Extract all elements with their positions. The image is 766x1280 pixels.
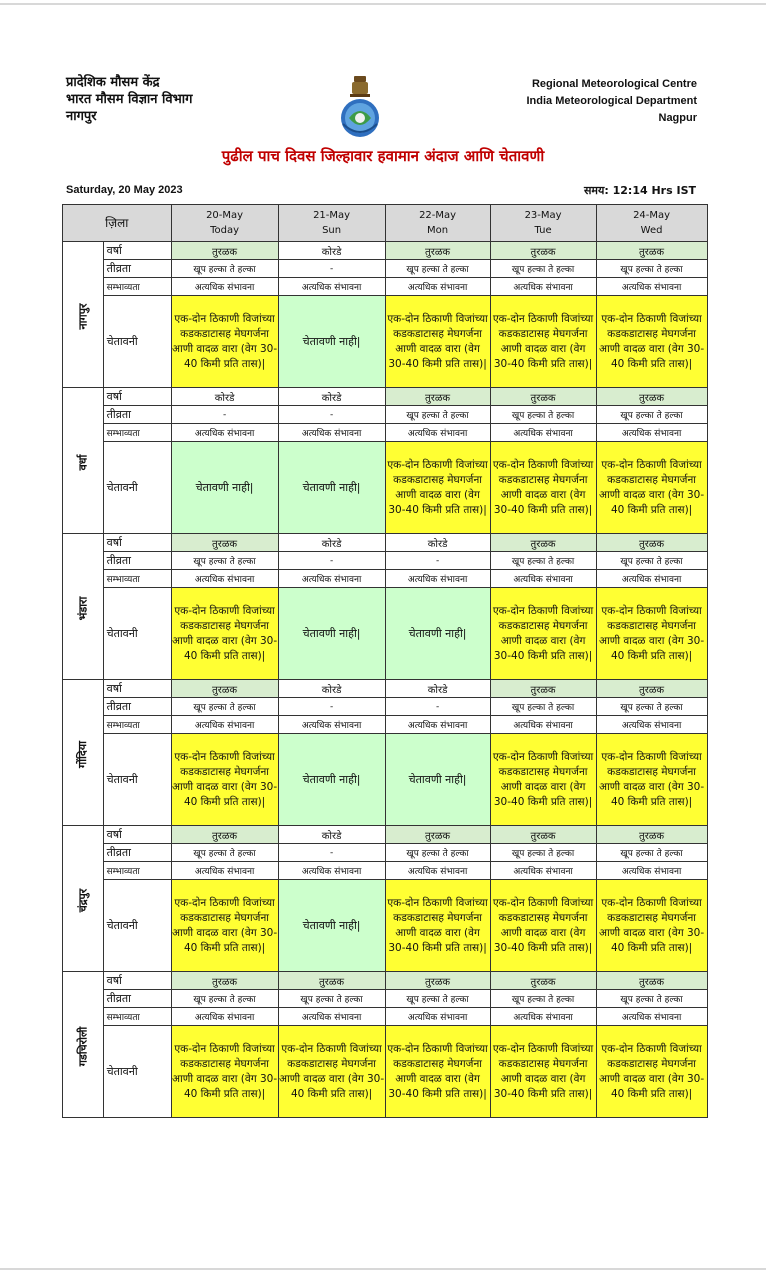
table-row (63, 826, 708, 844)
intensity-cell: खूप हल्का ते हल्का (490, 406, 596, 424)
warning-cell: एक-दोन ठिकाणी विजांच्या कडकडाटासह मेघगर्जना आणी वादळ वारा (वेग 30-40 किमी प्रति तास)| (490, 880, 596, 972)
probability-cell: अत्यधिक संभावना (171, 424, 278, 442)
intensity-cell: खूप हल्का ते हल्का (385, 990, 490, 1008)
param-label: चेतावनी (103, 1026, 171, 1118)
forecast-table (62, 204, 708, 1118)
district-name: नागपुर (76, 303, 90, 330)
rain-cell: तुरळक (278, 972, 385, 990)
table-row (63, 734, 708, 826)
rain-cell: तुरळक (596, 388, 707, 406)
warning-cell: चेतावणी नाही| (278, 734, 385, 826)
table-row (63, 242, 708, 260)
rain-cell: तुरळक (171, 242, 278, 260)
issue-date: Saturday, 20 May 2023 (66, 184, 183, 196)
intensity-cell: खूप हल्का ते हल्का (278, 990, 385, 1008)
day-date: 22-May (419, 210, 457, 221)
probability-cell: अत्यधिक संभावना (596, 424, 707, 442)
day-name: Wed (640, 225, 663, 236)
warning-cell: एक-दोन ठिकाणी विजांच्या कडकडाटासह मेघगर्जना आणी वादळ वारा (वेग 30-40 किमी प्रति तास)| (171, 1026, 278, 1118)
param-label: तीव्रता (103, 260, 171, 278)
probability-cell: अत्यधिक संभावना (596, 570, 707, 588)
intensity-cell: - (278, 260, 385, 278)
param-label: वर्षा (103, 826, 171, 844)
day-name: Sun (322, 225, 342, 236)
day-header (490, 205, 596, 242)
param-label: तीव्रता (103, 698, 171, 716)
probability-cell: अत्यधिक संभावना (490, 862, 596, 880)
param-label: तीव्रता (103, 552, 171, 570)
table-row (63, 388, 708, 406)
probability-cell: अत्यधिक संभावना (385, 716, 490, 734)
param-label: सम्भाव्यता (103, 424, 171, 442)
day-date: 23-May (524, 210, 562, 221)
probability-cell: अत्यधिक संभावना (385, 1008, 490, 1026)
header-right-line: Regional Meteorological Centre (531, 78, 697, 90)
district-name: वर्धा (76, 454, 90, 471)
param-label: चेतावनी (103, 296, 171, 388)
param-label: वर्षा (103, 680, 171, 698)
intensity-cell: - (278, 698, 385, 716)
rain-cell: तुरळक (596, 972, 707, 990)
warning-cell: चेतावणी नाही| (385, 734, 490, 826)
warning-cell: एक-दोन ठिकाणी विजांच्या कडकडाटासह मेघगर्जना आणी वादळ वारा (वेग 30-40 किमी प्रति तास)| (596, 588, 707, 680)
probability-cell: अत्यधिक संभावना (490, 424, 596, 442)
probability-cell: अत्यधिक संभावना (490, 278, 596, 296)
probability-cell: अत्यधिक संभावना (171, 1008, 278, 1026)
warning-cell: एक-दोन ठिकाणी विजांच्या कडकडाटासह मेघगर्जना आणी वादळ वारा (वेग 30-40 किमी प्रति तास)| (171, 588, 278, 680)
district-name: गोंदिया (76, 741, 90, 768)
day-name: Tue (534, 225, 552, 236)
intensity-cell: खूप हल्का ते हल्का (385, 406, 490, 424)
imd-emblem-icon (335, 74, 385, 140)
rain-cell: तुरळक (596, 826, 707, 844)
rain-cell: कोरडे (171, 388, 278, 406)
table-row (63, 588, 708, 680)
intensity-cell: खूप हल्का ते हल्का (171, 552, 278, 570)
param-label: सम्भाव्यता (103, 570, 171, 588)
rain-cell: कोरडे (385, 680, 490, 698)
warning-cell: एक-दोन ठिकाणी विजांच्या कडकडाटासह मेघगर्जना आणी वादळ वारा (वेग 30-40 किमी प्रति तास)| (596, 442, 707, 534)
header-right-line: India Meteorological Department (526, 95, 697, 107)
table-row (63, 1026, 708, 1118)
probability-cell: अत्यधिक संभावना (278, 862, 385, 880)
probability-cell: अत्यधिक संभावना (171, 570, 278, 588)
day-date: 24-May (633, 210, 671, 221)
probability-cell: अत्यधिक संभावना (596, 278, 707, 296)
rain-cell: कोरडे (278, 388, 385, 406)
day-header (385, 205, 490, 242)
probability-cell: अत्यधिक संभावना (278, 278, 385, 296)
header-left-block (66, 74, 192, 125)
warning-cell: चेतावणी नाही| (385, 588, 490, 680)
intensity-cell: खूप हल्का ते हल्का (596, 990, 707, 1008)
intensity-cell: खूप हल्का ते हल्का (490, 260, 596, 278)
table-row (63, 534, 708, 552)
day-header (171, 205, 278, 242)
rain-cell: कोरडे (278, 534, 385, 552)
param-label: चेतावनी (103, 442, 171, 534)
table-row (63, 424, 708, 442)
top-border-line (0, 3, 766, 5)
intensity-cell: - (385, 552, 490, 570)
rain-cell: तुरळक (385, 388, 490, 406)
warning-cell: एक-दोन ठिकाणी विजांच्या कडकडाटासह मेघगर्जना आणी वादळ वारा (वेग 30-40 किमी प्रति तास)| (490, 734, 596, 826)
warning-cell: एक-दोन ठिकाणी विजांच्या कडकडाटासह मेघगर्जना आणी वादळ वारा (वेग 30-40 किमी प्रति तास)| (596, 880, 707, 972)
header-left-line: प्रादेशिक मौसम केंद्र (66, 75, 160, 90)
probability-cell: अत्यधिक संभावना (278, 1008, 385, 1026)
district-name: भंडारा (76, 596, 90, 621)
day-name: Mon (427, 225, 449, 236)
probability-cell: अत्यधिक संभावना (596, 862, 707, 880)
intensity-cell: खूप हल्का ते हल्का (596, 698, 707, 716)
rain-cell: कोरडे (385, 534, 490, 552)
intensity-cell: खूप हल्का ते हल्का (596, 406, 707, 424)
param-label: तीव्रता (103, 844, 171, 862)
day-date: 20-May (206, 210, 244, 221)
probability-cell: अत्यधिक संभावना (385, 570, 490, 588)
param-label: सम्भाव्यता (103, 1008, 171, 1026)
table-row (63, 698, 708, 716)
rain-cell: कोरडे (278, 826, 385, 844)
probability-cell: अत्यधिक संभावना (278, 716, 385, 734)
intensity-cell: - (278, 844, 385, 862)
table-row (63, 862, 708, 880)
intensity-cell: खूप हल्का ते हल्का (171, 844, 278, 862)
probability-cell: अत्यधिक संभावना (278, 570, 385, 588)
warning-cell: एक-दोन ठिकाणी विजांच्या कडकडाटासह मेघगर्जना आणी वादळ वारा (वेग 30-40 किमी प्रति तास)| (385, 442, 490, 534)
probability-cell: अत्यधिक संभावना (596, 1008, 707, 1026)
probability-cell: अत्यधिक संभावना (385, 278, 490, 296)
day-header (596, 205, 707, 242)
warning-cell: एक-दोन ठिकाणी विजांच्या कडकडाटासह मेघगर्जना आणी वादळ वारा (वेग 30-40 किमी प्रति तास)| (171, 296, 278, 388)
param-label: वर्षा (103, 388, 171, 406)
header-right-line: Nagpur (658, 112, 697, 124)
intensity-cell: - (385, 698, 490, 716)
table-row (63, 296, 708, 388)
probability-cell: अत्यधिक संभावना (596, 716, 707, 734)
table-row (63, 442, 708, 534)
header-left-line: भारत मौसम विज्ञान विभाग (66, 92, 193, 107)
intensity-cell: खूप हल्का ते हल्का (171, 260, 278, 278)
intensity-cell: खूप हल्का ते हल्का (385, 260, 490, 278)
day-date: 21-May (313, 210, 351, 221)
bottom-border-line (0, 1268, 766, 1270)
warning-cell: एक-दोन ठिकाणी विजांच्या कडकडाटासह मेघगर्जना आणी वादळ वारा (वेग 30-40 किमी प्रति तास)| (385, 1026, 490, 1118)
param-label: वर्षा (103, 534, 171, 552)
intensity-cell: खूप हल्का ते हल्का (490, 552, 596, 570)
warning-cell: एक-दोन ठिकाणी विजांच्या कडकडाटासह मेघगर्जना आणी वादळ वारा (वेग 30-40 किमी प्रति तास)| (385, 296, 490, 388)
issue-time: समय: 12:14 Hrs IST (584, 184, 696, 197)
table-row (63, 972, 708, 990)
rain-cell: तुरळक (596, 534, 707, 552)
probability-cell: अत्यधिक संभावना (171, 278, 278, 296)
warning-cell: एक-दोन ठिकाणी विजांच्या कडकडाटासह मेघगर्जना आणी वादळ वारा (वेग 30-40 किमी प्रति तास)| (596, 1026, 707, 1118)
warning-cell: चेतावणी नाही| (171, 442, 278, 534)
warning-cell: एक-दोन ठिकाणी विजांच्या कडकडाटासह मेघगर्जना आणी वादळ वारा (वेग 30-40 किमी प्रति तास)| (171, 734, 278, 826)
warning-cell: चेतावणी नाही| (278, 588, 385, 680)
rain-cell: तुरळक (171, 680, 278, 698)
header-left-line: नागपुर (66, 109, 97, 124)
rain-cell: तुरळक (490, 826, 596, 844)
intensity-cell: खूप हल्का ते हल्का (385, 844, 490, 862)
intensity-cell: खूप हल्का ते हल्का (596, 260, 707, 278)
table-row (63, 406, 708, 424)
rain-cell: तुरळक (490, 534, 596, 552)
intensity-cell: खूप हल्का ते हल्का (596, 552, 707, 570)
warning-cell: एक-दोन ठिकाणी विजांच्या कडकडाटासह मेघगर्जना आणी वादळ वारा (वेग 30-40 किमी प्रति तास)| (490, 588, 596, 680)
param-label: चेतावनी (103, 588, 171, 680)
intensity-cell: खूप हल्का ते हल्का (490, 990, 596, 1008)
param-label: सम्भाव्यता (103, 278, 171, 296)
intensity-cell: खूप हल्का ते हल्का (596, 844, 707, 862)
param-label: चेतावनी (103, 880, 171, 972)
warning-cell: एक-दोन ठिकाणी विजांच्या कडकडाटासह मेघगर्जना आणी वादळ वारा (वेग 30-40 किमी प्रति तास)| (171, 880, 278, 972)
rain-cell: तुरळक (490, 388, 596, 406)
rain-cell: कोरडे (278, 242, 385, 260)
district-name-cell (63, 388, 104, 534)
probability-cell: अत्यधिक संभावना (490, 570, 596, 588)
rain-cell: तुरळक (171, 826, 278, 844)
zila-header: ज़िला (63, 205, 172, 242)
day-name: Today (210, 225, 240, 236)
table-row (63, 1008, 708, 1026)
district-name-cell (63, 534, 104, 680)
warning-cell: एक-दोन ठिकाणी विजांच्या कडकडाटासह मेघगर्जना आणी वादळ वारा (वेग 30-40 किमी प्रति तास)| (490, 296, 596, 388)
district-name: गडचिरोली (76, 1026, 90, 1067)
param-label: तीव्रता (103, 406, 171, 424)
probability-cell: अत्यधिक संभावना (490, 1008, 596, 1026)
district-name-cell (63, 972, 104, 1118)
warning-cell: एक-दोन ठिकाणी विजांच्या कडकडाटासह मेघगर्जना आणी वादळ वारा (वेग 30-40 किमी प्रति तास)| (278, 1026, 385, 1118)
param-label: वर्षा (103, 242, 171, 260)
intensity-cell: खूप हल्का ते हल्का (490, 844, 596, 862)
intensity-cell: - (278, 406, 385, 424)
header-row (63, 205, 708, 242)
param-label: सम्भाव्यता (103, 862, 171, 880)
intensity-cell: खूप हल्का ते हल्का (490, 698, 596, 716)
intensity-cell: खूप हल्का ते हल्का (171, 990, 278, 1008)
rain-cell: तुरळक (385, 972, 490, 990)
header-right-block (526, 76, 697, 127)
warning-cell: चेतावणी नाही| (278, 296, 385, 388)
rain-cell: तुरळक (171, 972, 278, 990)
district-name-cell (63, 680, 104, 826)
probability-cell: अत्यधिक संभावना (385, 862, 490, 880)
table-row (63, 680, 708, 698)
rain-cell: तुरळक (596, 680, 707, 698)
warning-cell: एक-दोन ठिकाणी विजांच्या कडकडाटासह मेघगर्जना आणी वादळ वारा (वेग 30-40 किमी प्रति तास)| (385, 880, 490, 972)
table-row (63, 570, 708, 588)
rain-cell: तुरळक (490, 972, 596, 990)
intensity-cell: - (278, 552, 385, 570)
probability-cell: अत्यधिक संभावना (171, 862, 278, 880)
intensity-cell: खूप हल्का ते हल्का (171, 698, 278, 716)
rain-cell: तुरळक (490, 680, 596, 698)
table-row (63, 278, 708, 296)
warning-cell: चेतावणी नाही| (278, 442, 385, 534)
rain-cell: तुरळक (490, 242, 596, 260)
table-row (63, 552, 708, 570)
probability-cell: अत्यधिक संभावना (490, 716, 596, 734)
warning-cell: एक-दोन ठिकाणी विजांच्या कडकडाटासह मेघगर्जना आणी वादळ वारा (वेग 30-40 किमी प्रति तास)| (490, 442, 596, 534)
warning-cell: एक-दोन ठिकाणी विजांच्या कडकडाटासह मेघगर्जना आणी वादळ वारा (वेग 30-40 किमी प्रति तास)| (596, 296, 707, 388)
intensity-cell: - (171, 406, 278, 424)
rain-cell: तुरळक (385, 242, 490, 260)
warning-cell: एक-दोन ठिकाणी विजांच्या कडकडाटासह मेघगर्जना आणी वादळ वारा (वेग 30-40 किमी प्रति तास)| (596, 734, 707, 826)
rain-cell: तुरळक (596, 242, 707, 260)
district-name: चंद्रपुर (76, 888, 90, 913)
warning-cell: एक-दोन ठिकाणी विजांच्या कडकडाटासह मेघगर्जना आणी वादळ वारा (वेग 30-40 किमी प्रति तास)| (490, 1026, 596, 1118)
table-row (63, 880, 708, 972)
table-row (63, 844, 708, 862)
param-label: चेतावनी (103, 734, 171, 826)
district-name-cell (63, 826, 104, 972)
rain-cell: तुरळक (385, 826, 490, 844)
rain-cell: कोरडे (278, 680, 385, 698)
rain-cell: तुरळक (171, 534, 278, 552)
district-name-cell (63, 242, 104, 388)
param-label: सम्भाव्यता (103, 716, 171, 734)
day-header (278, 205, 385, 242)
table-row (63, 990, 708, 1008)
page-title: पुढील पाच दिवस जिल्हावार हवामान अंदाज आणि चेतावणी (221, 147, 545, 165)
table-row (63, 260, 708, 278)
param-label: वर्षा (103, 972, 171, 990)
table-row (63, 716, 708, 734)
probability-cell: अत्यधिक संभावना (278, 424, 385, 442)
warning-cell: चेतावणी नाही| (278, 880, 385, 972)
probability-cell: अत्यधिक संभावना (171, 716, 278, 734)
param-label: तीव्रता (103, 990, 171, 1008)
probability-cell: अत्यधिक संभावना (385, 424, 490, 442)
